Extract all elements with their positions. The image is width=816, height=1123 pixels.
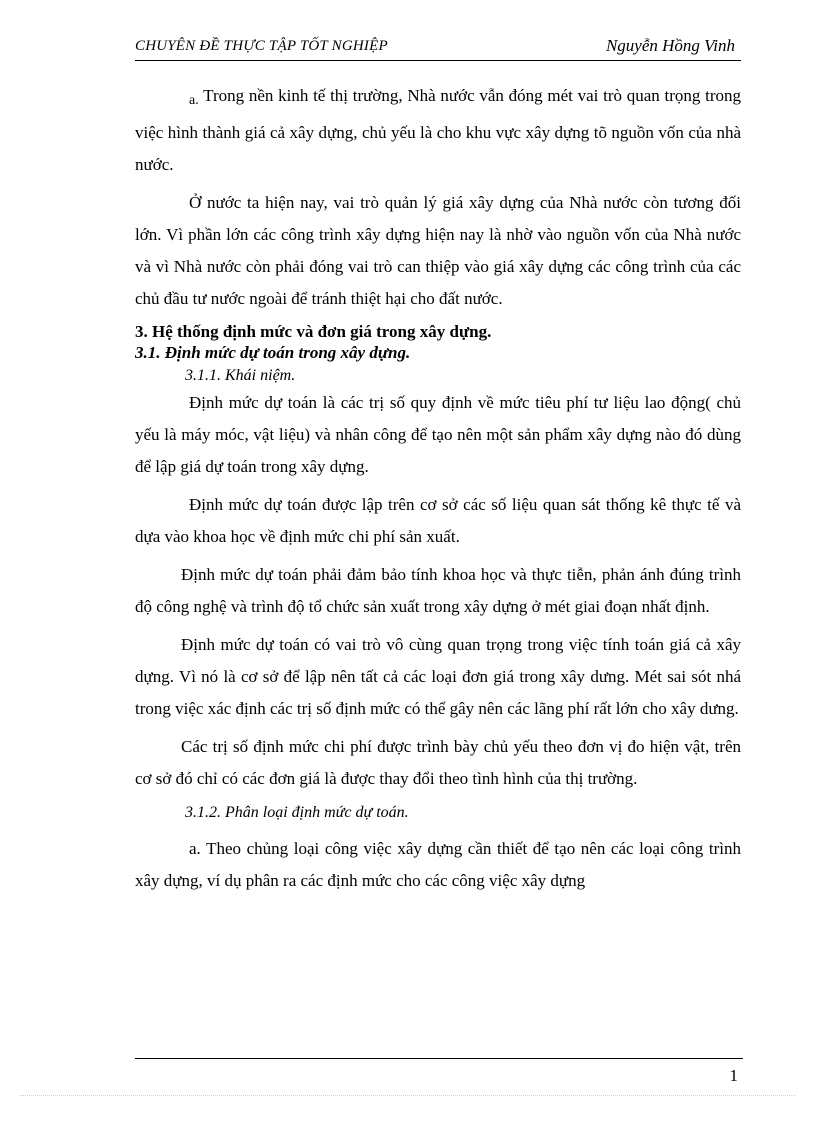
paragraph-1-marker: a.: [189, 93, 199, 108]
paragraph-7: Các trị số định mức chi phí được trình bày chủ yếu theo đơn vị đo hiện vật, trên cơ sở đó chỉ có các đơn giá là được thay đổi theo tình hình của thị trường.: [135, 737, 741, 788]
page-number: 1: [729, 1066, 738, 1085]
page-header: [135, 36, 741, 61]
paragraph-5: Định mức dự toán phải đảm bảo tính khoa học và thực tiễn, phản ánh đúng trình độ công nghệ và trình độ tổ chức sản xuất trong xây dựng ở mét giai đoạn nhất định.: [135, 565, 741, 616]
paragraph-8: a. Theo chủng loại công việc xây dựng cần thiết để tạo nên các loại công trình xây dựng, ví dụ phân ra các định mức cho các công việc xây dựng: [135, 839, 741, 890]
section-heading-3-1: 3.1. Định mức dự toán trong xây dựng.: [135, 343, 411, 362]
paragraph-2: Ở nước ta hiện nay, vai trò quản lý giá xây dựng của Nhà nước còn tương đối lớn. Vì phần lớn các công trình xây dựng hiện nay là nhờ vào nguồn vốn của Nhà nước và vì Nhà nước còn phải đóng vai trò can thiệp vào giá xây dựng các công trình của các chủ đầu tư nước ngoài để tránh thiệt hại cho đất nước.: [135, 193, 741, 308]
document-body: [135, 80, 741, 903]
paragraph-1-text: Trong nền kinh tế thị trường, Nhà nước vẫn đóng mét vai trò quan trọng trong việc hình thành giá cả xây dựng, chủ yếu là cho khu vực xây dựng tõ nguồn vốn của nhà nước.: [135, 86, 741, 174]
section-heading-3-1-2: 3.1.2. Phân loại định mức dự toán.: [185, 804, 409, 821]
paragraph-1: [135, 80, 741, 181]
paragraph-3: Định mức dự toán là các trị số quy định về mức tiêu phí tư liệu lao động( chủ yếu là máy móc, vật liệu) và nhân công để tạo nên một sản phẩm xây dựng nào đó dùng để lập giá dự toán trong xây dựng.: [135, 393, 741, 476]
page-boundary: [20, 1095, 796, 1096]
footer-divider: [135, 1058, 743, 1059]
section-heading-3-1-1: 3.1.1. Khái niệm.: [185, 367, 296, 384]
header-title: CHUYÊN ĐỀ THỰC TẬP TỐT NGHIỆP: [135, 38, 388, 54]
header-author: Nguyễn Hồng Vinh: [605, 36, 735, 55]
paragraph-6: Định mức dự toán có vai trò vô cùng quan trọng trong việc tính toán giá cả xây dựng. Vì nó là cơ sở để lập nên tất cả các loại đơn giá trong xây dưng. Mét sai sót nhá trong việc xác định các trị số định mức có thể gây nên các lãng phí rất lớn cho xây dưng.: [135, 635, 741, 718]
paragraph-4: Định mức dự toán được lập trên cơ sở các số liệu quan sát thống kê thực tế và dựa vào khoa học về định mức chi phí sản xuất.: [135, 495, 741, 546]
section-heading-3: 3. Hệ thống định mức và đơn giá trong xây dựng.: [135, 322, 492, 341]
